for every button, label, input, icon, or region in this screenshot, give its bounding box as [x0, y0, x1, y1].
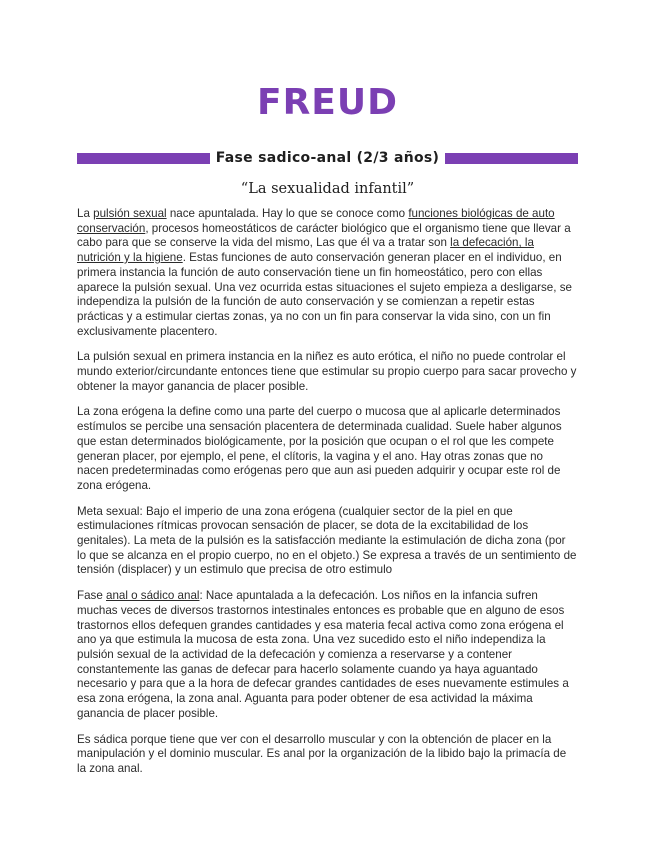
text-segment: La zona erógena la define como una parte del cuerpo o mucosa que al aplicarle determinados estímulos se percibe una sensación placentera de determinada cualidad. Suele haber algunos que estan determinados biológicamente, por la posición que ocupan o el rol que les compete generan placer, por ejemplo, el pene, el clítoris, la vagina y el ano. Hay otras zonas que no nacen predeterminadas como erógenas pero que aun asi pueden adquirir y ocupar este rol de zona erógena.	[77, 405, 562, 492]
paragraph	[77, 207, 577, 339]
text-segment: , procesos homeostáticos de carácter biológico que el organismo tiene que llevar a cabo para que se conserve la vida del mismo, Las que él va a tratar son	[77, 221, 571, 250]
underlined-term: anal o sádico anal	[106, 589, 200, 603]
right-accent-bar	[445, 153, 578, 164]
underlined-term: funciones biológicas de auto conservación	[77, 207, 555, 235]
text-segment: La pulsión sexual en primera instancia en la niñez es auto erótica, el niño no puede controlar el mundo exterior/circundante entonces tiene que estimular su propio cuerpo para sacar provecho y obtener la mayor ganancia de placer posible.	[77, 350, 577, 393]
text-segment: nace apuntalada. Hay lo que se conoce como	[166, 207, 409, 220]
section-title: Fase sadico-anal (2/3 años)	[215, 150, 440, 166]
paragraph	[77, 589, 577, 721]
underlined-term: pulsión sexual	[93, 207, 167, 220]
paragraph	[77, 733, 577, 777]
paragraph	[77, 405, 577, 493]
document-body	[77, 207, 577, 788]
text-segment: . Estas funciones de auto conservación generan placer en el individuo, en primera instancia la función de auto conservación tiene un fin homeostático, pero con ellas aparece la pulsión sexual. Una vez ocurrida estas situaciones el sujeto empieza a desligarse, se independiza la pulsión de la función de auto conservación y se comienzan a repetir estas prácticas y a estimular ciertas zonas, ya no con un fin para conservar la vida sino, con un fin exclusivamente placentero.	[77, 251, 572, 338]
paragraph	[77, 505, 577, 579]
section-header-band	[77, 150, 578, 166]
subtitle: “La sexualidad infantil”	[240, 181, 415, 197]
text-segment: Es sádica porque tiene que ver con el desarrollo muscular y con la obtención de placer en la manipulación y el dominio muscular. Es anal por la organización de la libido bajo la primacía de la zona anal.	[77, 732, 567, 775]
paragraph	[77, 350, 577, 394]
left-accent-bar	[77, 153, 210, 164]
text-segment: Fase	[77, 589, 106, 603]
text-segment: : Nace apuntalada a la defecación. Los niños en la infancia sufren muchas veces de diversos trastornos intestinales entonces es probable que en alguno de esos trastornos ellos defequen grandes cantidades y esa materia fecal activa como zona erógena el ano ya que estimula la mucosa de esta zona. Una vez sucedido esto el niño independiza la pulsión sexual de la actividad de la defecación y comienza a reservarse y a contener constantemente las ganas de defecar para hacerlo solamente cuando ya haya aguantado necesario y para que a la hora de defecar grandes cantidades de eses nuevamente estimules a esa zona erógena, la zona anal. Aguanta para poder obtener de esa actividad la máxima ganancia de placer posible.	[77, 589, 569, 720]
underlined-term: la defecación, la nutrición y la higiene	[77, 236, 534, 265]
text-segment: La	[77, 207, 94, 220]
text-segment: Meta sexual: Bajo el imperio de una zona erógena (cualquier sector de la piel en que estimulaciones rítmicas provocan sensación de placer, se dota de la excitabilidad de los genitales). La meta de la pulsión es la satisfacción mediante la estimulación de dicha zona (por lo que se alcanza en el propio cuerpo, no en el objeto.) Se expresa a través de un sentimiento de tensión (displacer) y un estimulo que precisa de otro estimulo	[77, 504, 577, 577]
page-title: FREUD	[256, 82, 399, 123]
